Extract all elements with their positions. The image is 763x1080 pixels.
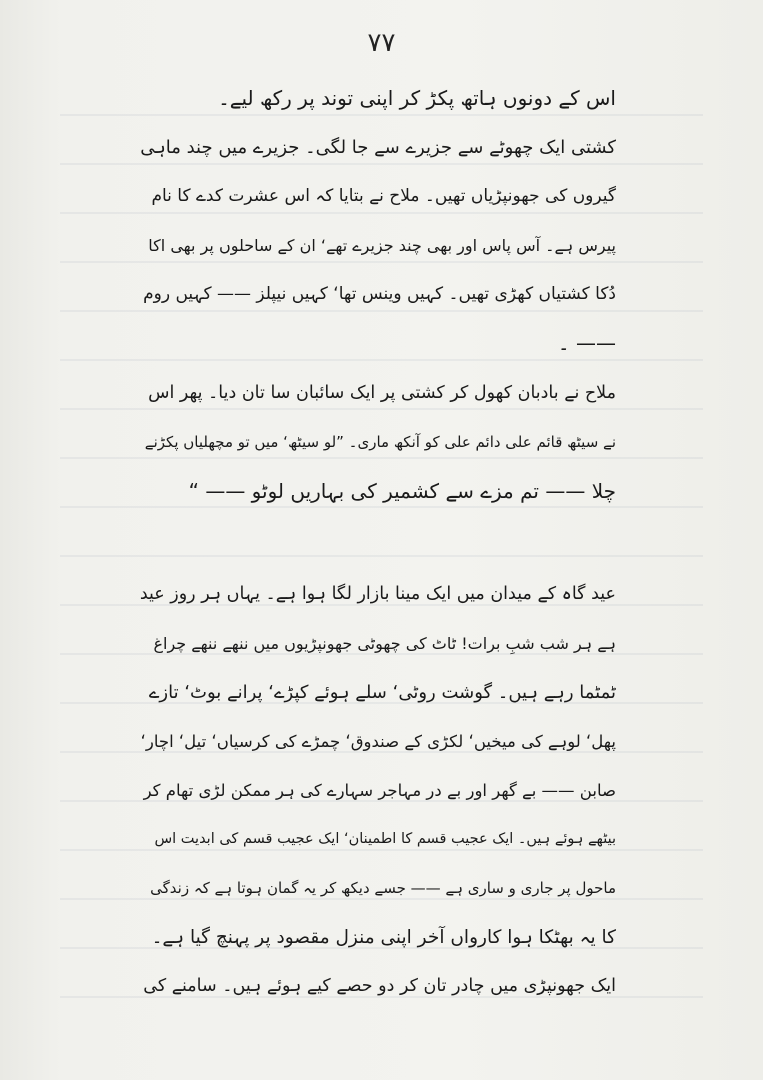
paragraph-1 — [140, 74, 616, 368]
text-line: چلا —— تم مزے سے کشمیر کی بہاریں لوٹو —— “ — [188, 479, 616, 503]
text-line: ٹمٹما رہے ہیں۔ گوشت روٹی‘ سلے ہوئے کپڑے‘ پرانے بوٹ‘ تازے — [148, 682, 616, 703]
text-line: عید گاہ کے میدان میں ایک مینا بازار لگا ہوا ہے۔ یہاں ہر روز عید — [140, 584, 616, 604]
text-line: ماحول پر جاری و ساری ہے —— جسے دیکھ کر یہ گمان ہوتا ہے کہ زندگی — [150, 879, 616, 897]
text-line: صابن —— بے گھر اور بے در مہاجر سہارے کی ہر ممکن لڑی تھام کر — [143, 781, 616, 800]
paragraph-3 — [140, 570, 616, 1011]
page-number: ٧٧ — [367, 28, 396, 58]
text-line: نے سیٹھ قائم علی دائم علی کو آنکھ ماری۔ ”لو سیٹھ‘ میں تو مچھلیاں پکڑنے — [144, 433, 616, 451]
text-line: کشتی ایک چھوٹے سے جزیرے سے جا لگی۔ جزیرے میں چند ماہی — [140, 137, 616, 158]
text-line: ہے ہر شب شبِ برات! ٹاٹ کی چھوٹی جھونپڑیوں میں ننھے ننھے چراغ — [153, 634, 616, 653]
text-line: بیٹھے ہوئے ہیں۔ ایک عجیب قسم کا اطمینان‘ ایک عجیب قسم کی ابدیت اس — [154, 831, 616, 847]
text-line: —— ۔ — [557, 331, 616, 355]
text-line: دُکا کشتیاں کھڑی تھیں۔ کہیں وینس تھا‘ کہیں نیپلز —— کہیں روم — [143, 284, 616, 304]
text-line: ملاح نے بادبان کھول کر کشتی پر ایک سائبان سا تان دیا۔ پھر اس — [148, 383, 616, 403]
text-line: اس کے دونوں ہاتھ پکڑ کر اپنی توند پر رکھ لیے۔ — [218, 86, 616, 110]
text-line: پھل‘ لوہے کی میخیں‘ لکڑی کے صندوق‘ چمڑے کی کرسیاں‘ تیل‘ اچار‘ — [140, 732, 616, 751]
text-line: گیروں کی جھونپڑیاں تھیں۔ ملاح نے بتایا کہ اس عشرت کدے کا نام — [151, 186, 616, 206]
text-line: پیرس ہے۔ آس پاس اور بھی چند جزیرے تھے‘ ان کے ساحلوں پر بھی اکا — [148, 236, 616, 255]
paragraph-2 — [140, 369, 616, 516]
text-line: کا یہ بھٹکا ہوا کارواں آخر اپنی منزل مقصود پر پہنچ گیا ہے۔ — [151, 927, 616, 948]
text-line: ایک جھونپڑی میں چادر تان کر دو حصے کیے ہوئے ہیں۔ سامنے کی — [143, 976, 616, 996]
